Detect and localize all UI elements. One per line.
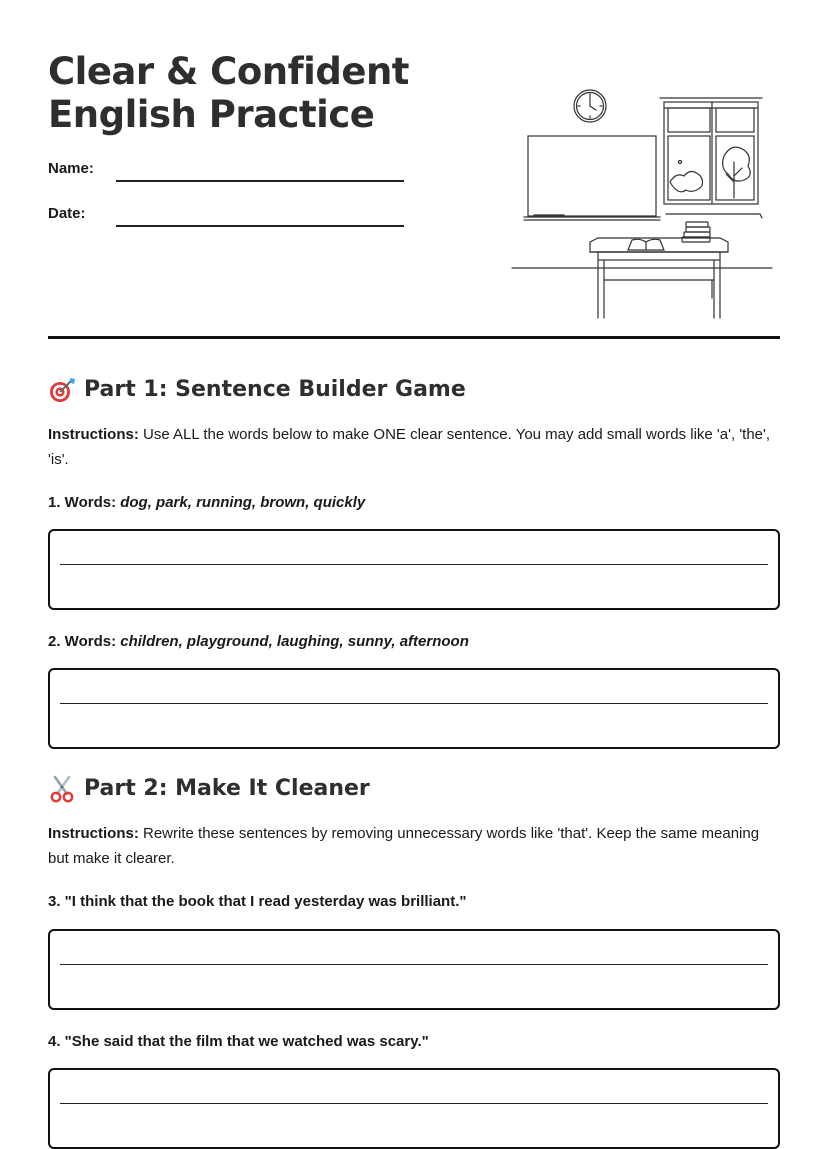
part1-instructions bbox=[48, 422, 780, 472]
title-line-2: English Practice bbox=[48, 93, 375, 136]
part1-title: Part 1: Sentence Builder Game bbox=[84, 377, 466, 402]
part1-heading bbox=[48, 376, 466, 404]
part2-title: Part 2: Make It Cleaner bbox=[84, 776, 370, 801]
answer-line bbox=[60, 1103, 768, 1104]
question-1 bbox=[48, 494, 365, 511]
book-stack-icon bbox=[682, 222, 710, 242]
open-book-icon bbox=[628, 239, 664, 250]
target-icon bbox=[48, 376, 76, 404]
answer-line bbox=[60, 564, 768, 565]
worksheet-title bbox=[48, 50, 409, 136]
part2-instructions-text: Rewrite these sentences by removing unnecessary words like 'that'. Keep the same meaning but make it clearer. bbox=[48, 825, 760, 867]
question-4: 4. "She said that the film that we watched was scary." bbox=[48, 1033, 429, 1050]
name-field[interactable] bbox=[116, 180, 404, 182]
answer-line bbox=[60, 964, 768, 965]
classroom-illustration bbox=[510, 86, 780, 322]
window-icon bbox=[660, 98, 762, 218]
whiteboard-icon bbox=[524, 136, 660, 220]
answer-line bbox=[60, 703, 768, 704]
answer-box-4[interactable] bbox=[48, 1068, 780, 1149]
question-2-prefix: 2. Words: bbox=[48, 633, 121, 650]
title-line-1: Clear & Confident bbox=[48, 50, 409, 93]
question-3: 3. "I think that the book that I read yesterday was brilliant." bbox=[48, 893, 467, 910]
question-1-words: dog, park, running, brown, quickly bbox=[120, 494, 366, 511]
question-2 bbox=[48, 633, 469, 650]
part1-instructions-label: Instructions: bbox=[48, 426, 139, 443]
question-2-words: children, playground, laughing, sunny, afternoon bbox=[120, 633, 469, 650]
part2-instructions-label: Instructions: bbox=[48, 825, 139, 842]
question-1-prefix: 1. Words: bbox=[48, 494, 121, 511]
scissors-icon bbox=[48, 775, 76, 803]
date-label: Date: bbox=[48, 205, 86, 222]
answer-box-3[interactable] bbox=[48, 929, 780, 1010]
part2-heading bbox=[48, 775, 370, 803]
worksheet-page bbox=[48, 0, 780, 1118]
answer-box-1[interactable] bbox=[48, 529, 780, 610]
clock-icon bbox=[574, 90, 606, 122]
part2-instructions bbox=[48, 821, 780, 871]
part1-instructions-text: Use ALL the words below to make ONE clear sentence. You may add small words like 'a', 'the', 'is'. bbox=[48, 426, 771, 468]
header-divider bbox=[48, 336, 780, 339]
name-label: Name: bbox=[48, 160, 94, 177]
date-field[interactable] bbox=[116, 225, 404, 227]
answer-box-2[interactable] bbox=[48, 668, 780, 749]
